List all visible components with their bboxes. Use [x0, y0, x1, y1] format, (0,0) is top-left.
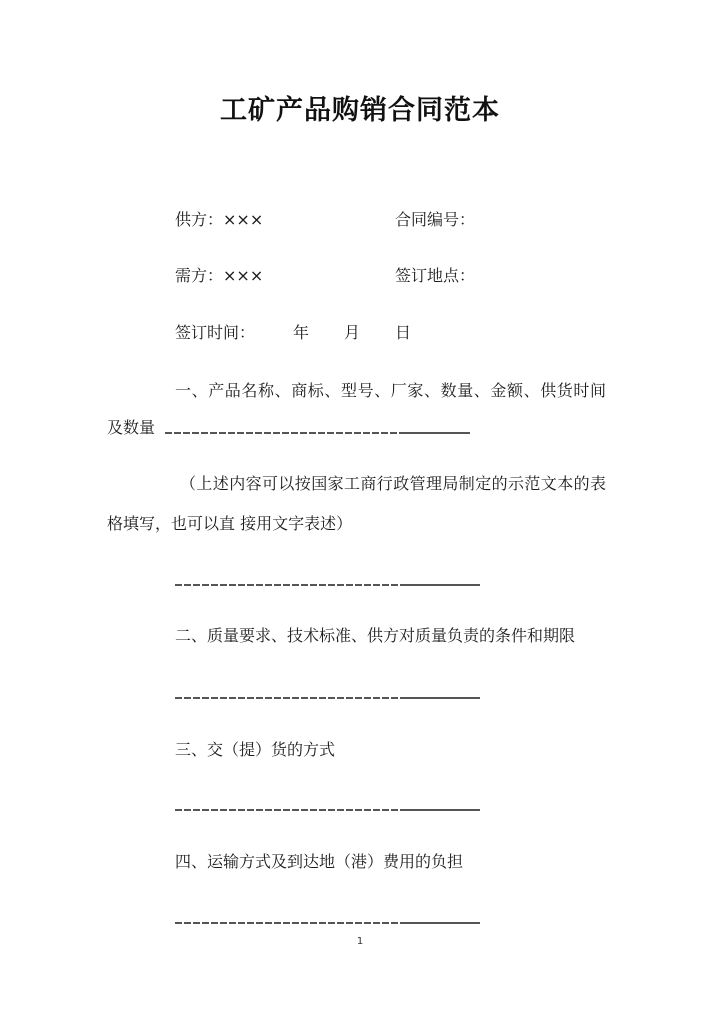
section-1-blank-line — [165, 432, 470, 434]
section-4-blank-line — [175, 922, 480, 924]
buyer-field: 需方：××× — [175, 266, 264, 285]
sign-place-field: 签订地点： — [395, 266, 476, 285]
section-3-heading: 三、交（提）货的方式 — [175, 740, 336, 759]
sign-month: 月 — [344, 323, 361, 342]
supplier-field: 供方：××× — [175, 210, 264, 229]
section-1-note: （上述内容可以按国家工商行政管理局制定的示范文本的表 — [180, 474, 607, 493]
document-title: 工矿产品购销合同范本 — [220, 95, 500, 126]
sign-year: 年 — [293, 323, 310, 342]
section-2-blank-line — [175, 697, 480, 699]
section-4-heading: 四、运输方式及到达地（港）费用的负担 — [175, 852, 464, 871]
contract-number-field: 合同编号： — [395, 210, 476, 229]
section-3-blank-line — [175, 809, 480, 811]
page-number: 1 — [356, 936, 364, 947]
section-2-heading: 二、质量要求、技术标准、供方对质量负责的条件和期限 — [175, 626, 576, 645]
section-1-heading: 一、产品名称、商标、型号、厂家、数量、金额、供货时间 — [175, 381, 607, 400]
sign-day: 日 — [395, 323, 412, 342]
section-1-note-cont: 格填写，也可以直 接用文字表述） — [107, 514, 353, 533]
section-1-heading-cont: 及数量 — [107, 418, 156, 437]
blank-line-1 — [175, 584, 480, 586]
sign-time-field: 签订时间： — [175, 323, 256, 342]
